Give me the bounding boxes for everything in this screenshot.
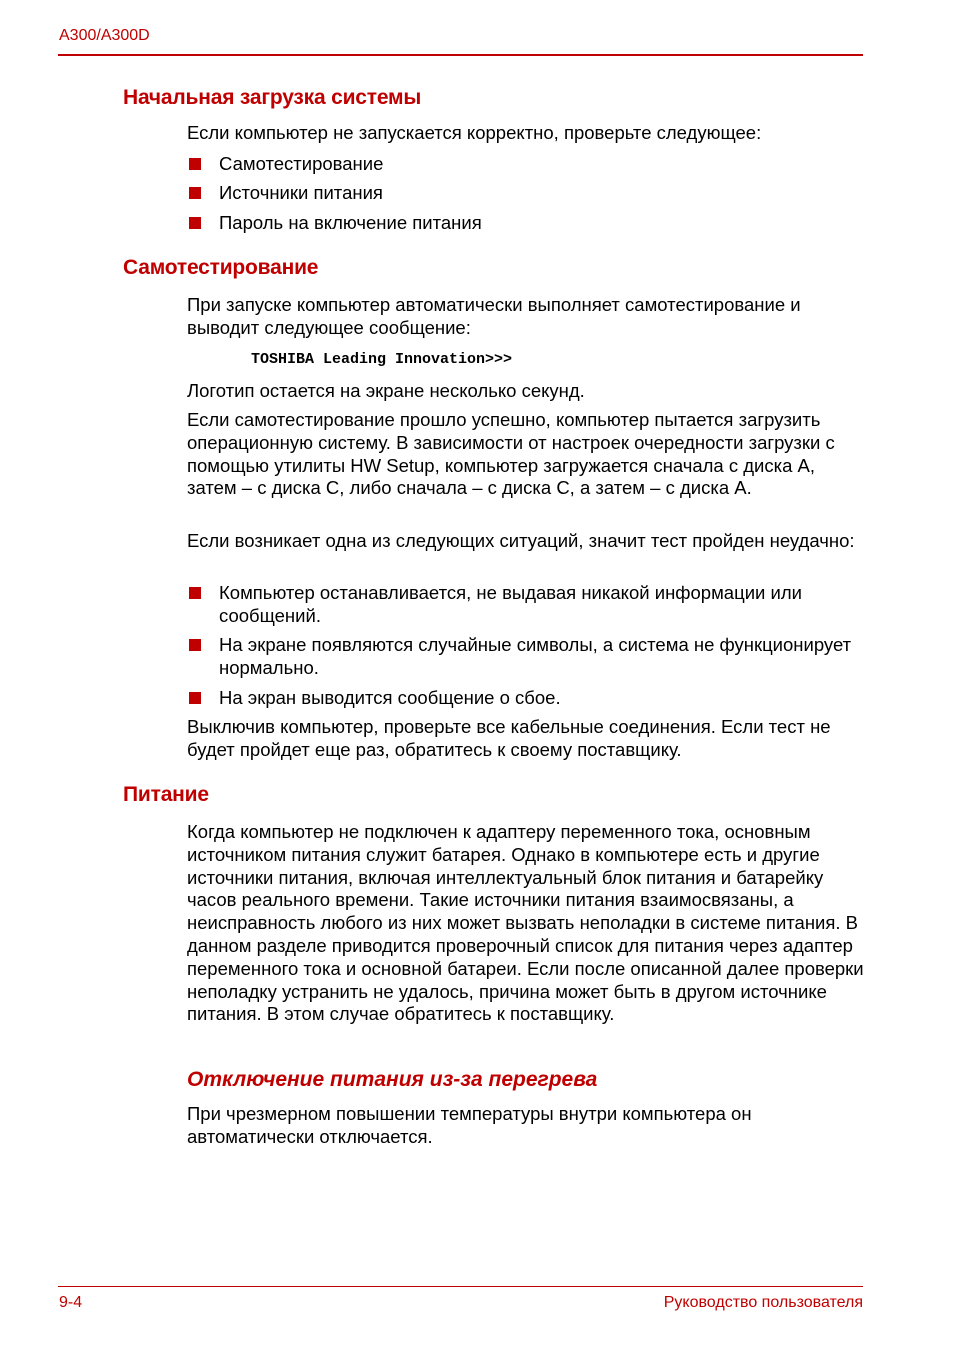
- list-item-text: На экране появляются случайные символы, а система не функционирует нормально.: [219, 634, 852, 678]
- selftest-paragraph-2: Логотип остается на экране несколько секунд.: [187, 380, 585, 401]
- boot-intro: Если компьютер не запускается корректно, проверьте следующее:: [187, 122, 762, 143]
- list-item: [187, 182, 867, 205]
- power-paragraph-1: Когда компьютер не подключен к адаптеру переменного тока, основным источником питания служит батарея. Однако в компьютере есть и другие источники питания, включая интеллектуальный блок питания и батарейку часов реального времени. Такие источники питания взаимосвязаны, а неисправность любого из них может вызвать неполадки в системе питания. В данном разделе приводится проверочный список для питания через адаптер переменного тока и основной батареи. Если после описанной далее проверки неполадку устранить не удалось, причина может быть в другом источнике питания. В этом случае обратитесь к поставщику.: [187, 821, 864, 1025]
- bullet-square-icon: [189, 639, 201, 651]
- selftest-paragraph-5: Выключив компьютер, проверьте все кабельные соединения. Если тест не будет пройдет еще раз, обратитесь к своему поставщику.: [187, 716, 831, 760]
- header-rule: [58, 54, 863, 56]
- selftest-paragraph-4: Если возникает одна из следующих ситуаций, значит тест пройден неудачно:: [187, 530, 855, 551]
- footer-page-number: 9-4: [59, 1294, 83, 1311]
- list-item: [187, 153, 867, 176]
- list-item-text: На экран выводится сообщение о сбое.: [219, 687, 561, 708]
- section-title-selftest: Самотестирование: [123, 256, 319, 279]
- footer-manual-title: Руководство пользователя: [663, 1294, 863, 1311]
- bullet-square-icon: [189, 587, 201, 599]
- bullet-square-icon: [189, 158, 201, 170]
- bullet-square-icon: [189, 217, 201, 229]
- list-item: [187, 212, 867, 235]
- list-item-text: Пароль на включение питания: [219, 212, 482, 233]
- bullet-square-icon: [189, 187, 201, 199]
- bullet-square-icon: [189, 692, 201, 704]
- selftest-paragraph-3: Если самотестирование прошло успешно, компьютер пытается загрузить операционную систему. В зависимости от настроек очередности загрузки с помощью утилиты HW Setup, компьютер загружается сначала с диска A, затем – с диска C, либо сначала – с диска C, а затем – с диска A.: [187, 409, 835, 499]
- section-title-power: Питание: [123, 783, 209, 806]
- list-item-text: Компьютер останавливается, не выдавая никакой информации или сообщений.: [219, 582, 802, 626]
- overheat-paragraph: При чрезмерном повышении температуры внутри компьютера он автоматически отключается.: [187, 1103, 752, 1147]
- header-model: A300/A300D: [59, 27, 150, 44]
- list-item-text: Источники питания: [219, 182, 383, 203]
- selftest-code: TOSHIBA Leading Innovation>>>: [251, 351, 513, 368]
- list-item: [187, 687, 867, 710]
- footer-rule: [58, 1286, 863, 1287]
- section-title-boot: Начальная загрузка системы: [123, 86, 422, 109]
- list-item-text: Самотестирование: [219, 153, 384, 174]
- list-item: [187, 634, 867, 680]
- selftest-paragraph-1: При запуске компьютер автоматически выполняет самотестирование и выводит следующее сообщение:: [187, 294, 801, 338]
- list-item: [187, 582, 867, 628]
- subsection-title-overheat: Отключение питания из-за перегрева: [187, 1068, 598, 1091]
